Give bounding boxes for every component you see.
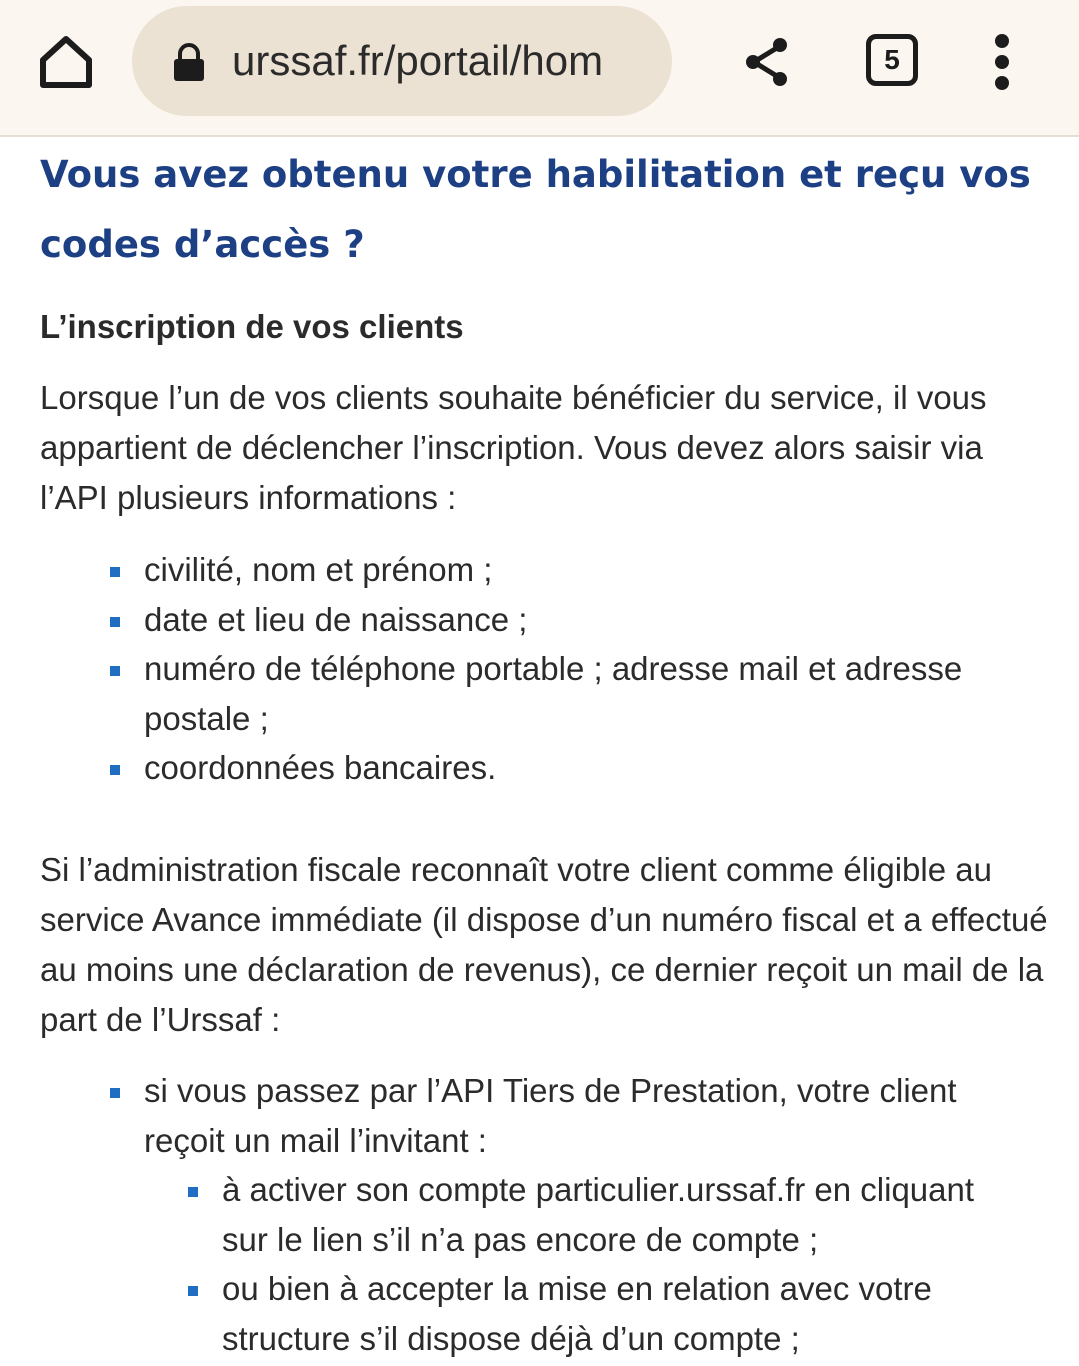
tabs-button[interactable] [866,34,918,86]
tab-count: 5 [884,44,900,75]
mail-info-list [144,1066,1014,1363]
list-item: date et lieu de naissance ; [144,595,1014,645]
sub-list-item: ou bien à accepter la mise en relation avec votre structure s’il dispose déjà d’un compte ; [222,1264,1002,1363]
eligibility-paragraph: Si l’administration fiscale reconnaît votre client comme éligible au service Avance immédiate (il dispose d’un numéro fiscal et a effectué au moins une déclaration de revenus), ce dernier reçoit un mail de la part de l’Urssaf : [40,851,1048,1038]
list-item: numéro de téléphone portable ; adresse mail et adresse postale ; [144,644,1014,743]
list-item: coordonnées bancaires. [144,743,1014,793]
list-item: si vous passez par l’API Tiers de Prestation, votre client reçoit un mail l’invitant : à activer son compte particulier.urssaf.fr en cliquant sur le lien s’il n’a pas encore de compte ; ou bien à accepter la mise en relation avec votre structure s’il dispose déjà d’un compte ; [144,1066,1014,1363]
bullet-icon [110,765,120,775]
required-info-list [144,545,1014,793]
bullet-icon [110,666,120,676]
browser-toolbar [0,0,1079,137]
url-text[interactable]: urssaf.fr/portail/hom [232,37,604,84]
share-button[interactable] [740,34,796,90]
home-button[interactable] [30,30,102,94]
bullet-icon [110,617,120,627]
bullet-icon [110,567,120,577]
address-bar[interactable] [132,6,672,116]
bullet-icon [188,1286,198,1296]
section-heading: Vous avez obtenu votre habilitation et reçu vos codes d’accès ? [40,153,1031,266]
list-item: civilité, nom et prénom ; [144,545,1014,595]
sub-list-item: à activer son compte particulier.urssaf.fr en cliquant sur le lien s’il n’a pas encore de compte ; [222,1165,1002,1264]
subheading: L’inscription de vos clients [40,308,464,345]
lock-icon [172,42,206,82]
sub-list [222,1165,1002,1363]
bullet-icon [110,1088,120,1098]
more-vert-icon[interactable] [984,34,1024,90]
share-icon [740,34,796,90]
home-icon [37,34,95,90]
bullet-icon [188,1187,198,1197]
intro-paragraph: Lorsque l’un de vos clients souhaite bénéficier du service, il vous appartient de déclencher l’inscription. Vous devez alors saisir via l’API plusieurs informations : [40,379,987,516]
